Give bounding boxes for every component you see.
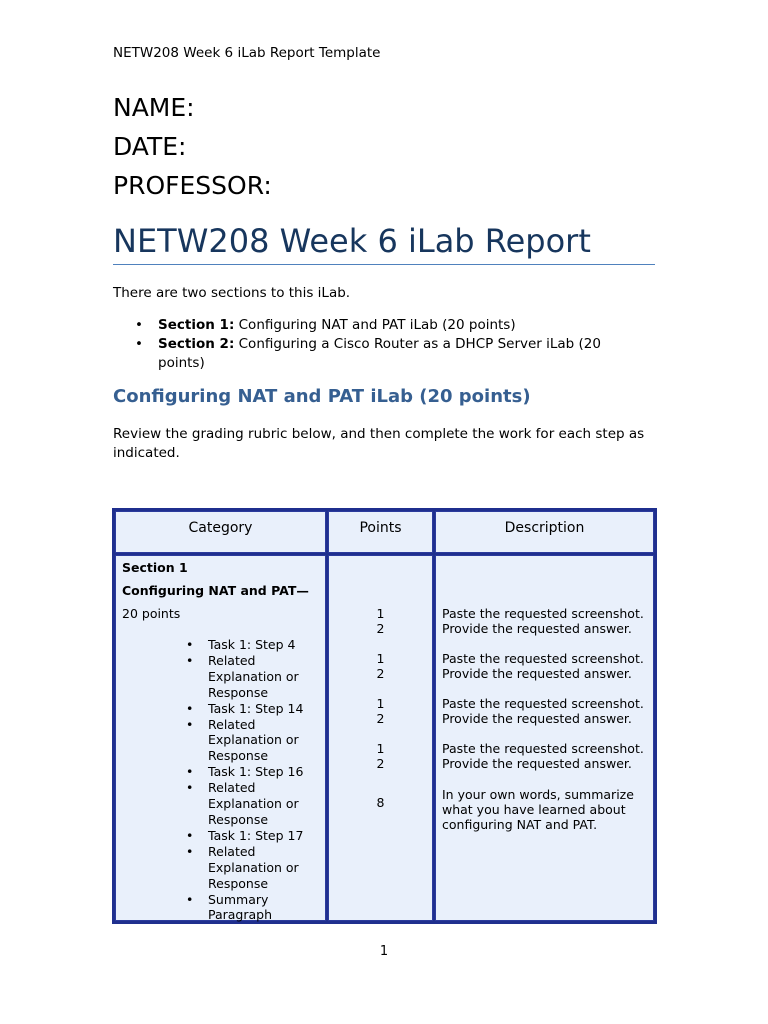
bullet-icon: • — [135, 317, 143, 333]
bullet-icon: • — [186, 764, 194, 780]
bullet-icon: • — [186, 843, 194, 859]
category-section-label: Section 1 — [122, 560, 188, 575]
task-item: • Task 1: Step 4 — [186, 637, 296, 652]
task-list — [186, 637, 318, 923]
date-label: DATE: — [113, 132, 187, 161]
task-item: • Summary Paragraph — [186, 891, 273, 923]
task-item: • Task 1: Step 17 — [186, 827, 304, 843]
description-text: Paste the requested screenshot. — [442, 741, 644, 756]
category-section-title: Configuring NAT and PAT— — [122, 583, 309, 598]
category-section-points: 20 points — [122, 606, 181, 621]
points-value: 1 — [376, 606, 385, 621]
grading-rubric-table — [112, 508, 657, 924]
review-text: Review the grading rubric below, and then complete the work for each step as indicated. — [113, 426, 645, 461]
bullet-icon: • — [186, 652, 194, 668]
description-text: Paste the requested screenshot. — [442, 606, 644, 621]
section-label: Section 2: — [158, 336, 235, 352]
page-header: NETW208 Week 6 iLab Report Template — [113, 45, 381, 61]
page-number: 1 — [379, 944, 389, 959]
points-value: 2 — [376, 666, 385, 681]
task-item: • Task 1: Step 14 — [186, 700, 304, 716]
bullet-icon: • — [135, 336, 143, 352]
description-text: Provide the requested answer. — [442, 621, 632, 636]
task-item: • Related Explanation or Response — [186, 843, 299, 891]
intro-text: There are two sections to this iLab. — [113, 285, 351, 301]
bullet-icon: • — [186, 637, 194, 652]
description-text: In your own words, summarize what you have learned about configuring NAT and PAT. — [442, 787, 634, 832]
section-item — [113, 316, 633, 335]
task-item: • Task 1: Step 16 — [186, 764, 304, 780]
section-label: Section 1: — [158, 317, 235, 333]
points-value: 8 — [376, 795, 385, 810]
description-cell — [435, 555, 654, 921]
section-text: Configuring NAT and PAT iLab (20 points) — [234, 317, 516, 333]
description-text: Provide the requested answer. — [442, 666, 632, 681]
category-cell — [115, 555, 326, 921]
header-description: Description — [435, 511, 654, 553]
points-value: 1 — [376, 741, 385, 756]
task-item: • Related Explanation or Response — [186, 780, 299, 827]
task-item: • Related Explanation or Response — [186, 716, 299, 764]
points-cell — [328, 555, 433, 921]
points-value: 1 — [376, 651, 385, 666]
section-heading: Configuring NAT and PAT iLab (20 points) — [113, 386, 531, 407]
bullet-icon: • — [186, 827, 194, 843]
description-text: Paste the requested screenshot. — [442, 696, 644, 711]
section-item — [113, 335, 633, 373]
description-text: Paste the requested screenshot. — [442, 651, 644, 666]
name-label: NAME: — [113, 93, 195, 122]
task-item: • Related Explanation or Response — [186, 652, 299, 700]
header-points: Points — [328, 511, 433, 553]
bullet-icon: • — [186, 780, 194, 796]
description-text: Provide the requested answer. — [442, 756, 632, 771]
document-title: NETW208 Week 6 iLab Report — [113, 222, 591, 260]
bullet-icon: • — [186, 700, 194, 716]
points-value: 2 — [376, 756, 385, 771]
header-category: Category — [115, 511, 326, 553]
points-value: 2 — [376, 621, 385, 636]
bullet-icon: • — [186, 716, 194, 732]
points-value: 2 — [376, 711, 385, 726]
professor-label: PROFESSOR: — [113, 171, 272, 200]
section-text: Configuring a Cisco Router as a DHCP Server iLab (20 points) — [158, 336, 601, 371]
sections-list — [113, 316, 633, 373]
bullet-icon: • — [186, 891, 194, 907]
title-underline — [113, 264, 655, 265]
description-text: Provide the requested answer. — [442, 711, 632, 726]
points-value: 1 — [376, 696, 385, 711]
